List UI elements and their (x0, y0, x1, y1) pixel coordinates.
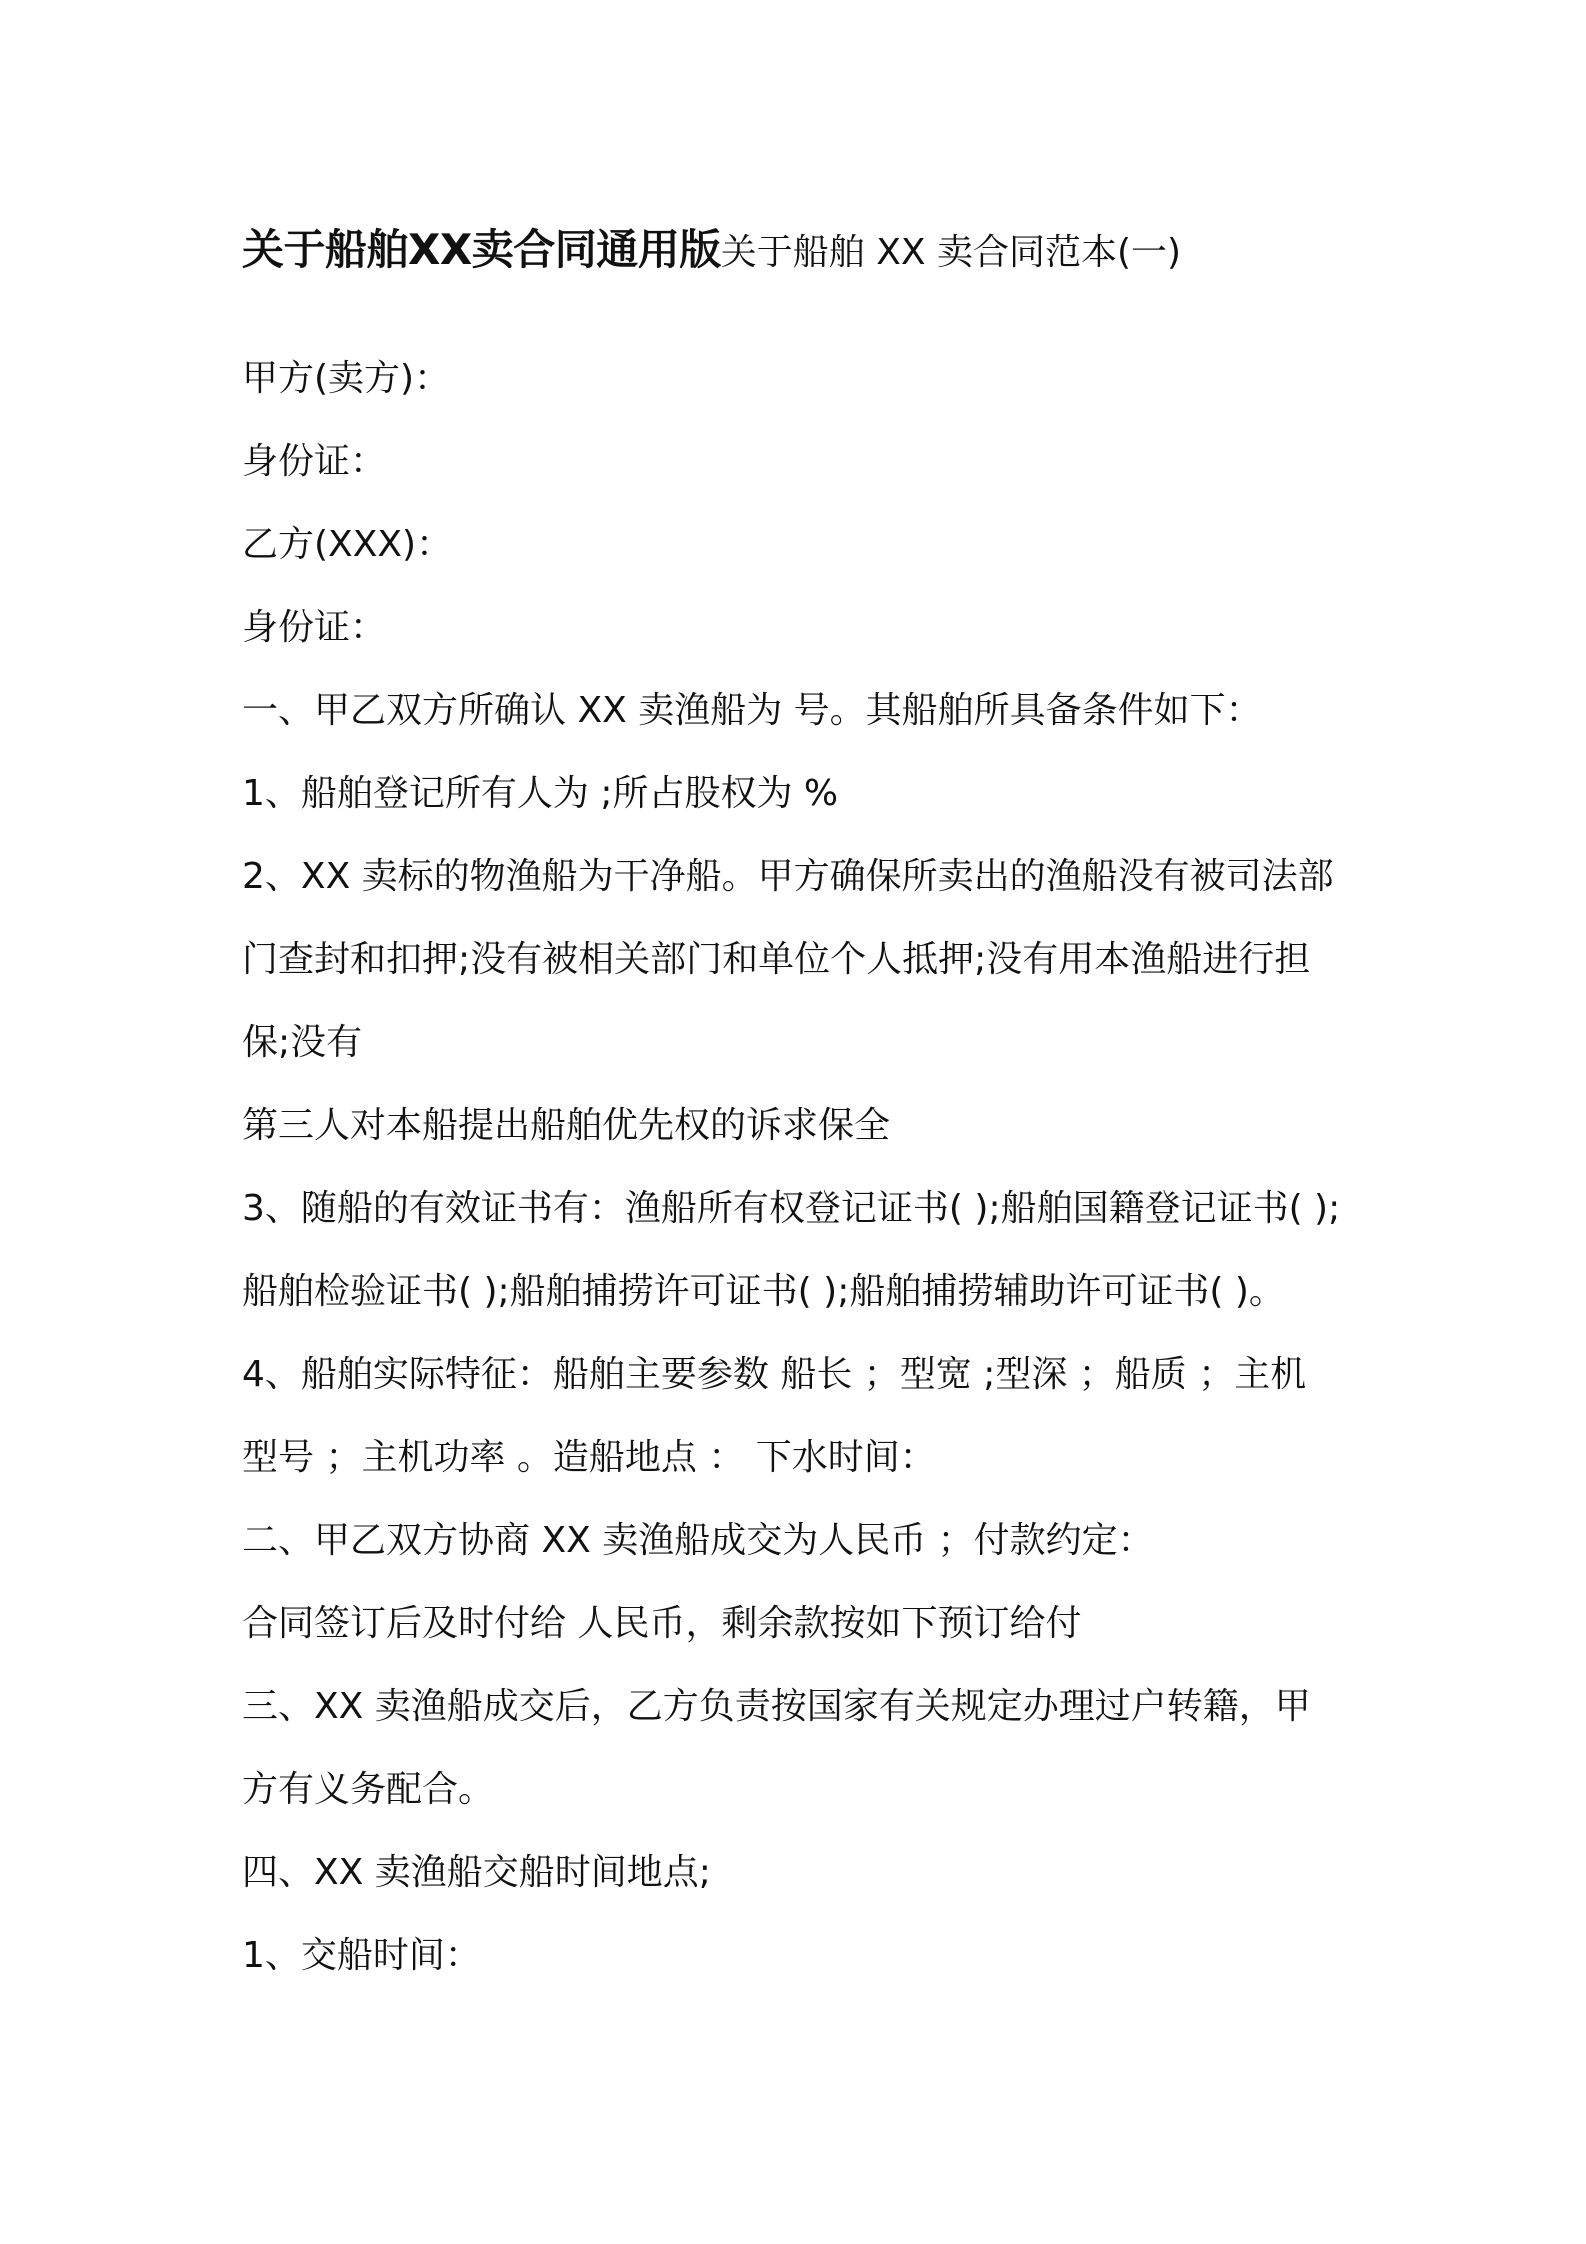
clause-3-cont: 方有义务配合。 (242, 1769, 495, 1810)
clause-1-heading: 一、甲乙双方所确认 XX 卖渔船为 号。其船舶所具备条件如下： (242, 690, 1262, 731)
document-body (242, 200, 1362, 1997)
party-b-id-line: 身份证： (242, 607, 387, 648)
clause-1-item-3-cont: 船舶检验证书( );船舶捕捞许可证书( );船舶捕捞辅助许可证书( )。 (242, 1271, 1285, 1312)
party-a-id-line: 身份证： (242, 441, 387, 482)
clause-1-item-1: 1、船舶登记所有人为 ;所占股权为 % (242, 773, 839, 814)
clause-1-item-4: 4、船舶实际特征：船舶主要参数 船长 ；型宽 ;型深 ；船质 ；主机 (242, 1354, 1307, 1395)
clause-1-item-2-cont: 第三人对本船提出船舶优先权的诉求保全 (242, 1105, 891, 1146)
party-b-line: 乙方(XXX)： (242, 524, 453, 565)
clause-2-heading: 二、甲乙双方协商 XX 卖渔船成交为人民币 ；付款约定： (242, 1520, 1154, 1561)
clause-1-item-4-cont: 型号 ；主机功率 。造船地点 ： 下水时间： (242, 1437, 936, 1478)
document-title (242, 200, 1362, 309)
party-a-line: 甲方(卖方)： (242, 358, 451, 399)
clause-1-item-2-cont: 门查封和扣押;没有被相关部门和单位个人抵押;没有用本渔船进行担 (242, 939, 1311, 980)
clause-1-item-2-cont: 保;没有 (242, 1022, 363, 1063)
clause-4-heading: 四、XX 卖渔船交船时间地点; (242, 1852, 711, 1893)
title-main: 关于船舶XX卖合同通用版 (242, 225, 721, 274)
clause-2-payment: 合同签订后及时付给 人民币，剩余款按如下预订给付 (242, 1603, 1082, 1644)
clause-1-item-2: 2、XX 卖标的物渔船为干净船。甲方确保所卖出的渔船没有被司法部 (242, 856, 1334, 897)
clause-1-item-3: 3、随船的有效证书有：渔船所有权登记证书( );船舶国籍登记证书( ); (242, 1188, 1341, 1229)
title-subtitle: 关于船舶 XX 卖合同范本(一) (720, 232, 1182, 273)
clause-3: 三、XX 卖渔船成交后，乙方负责按国家有关规定办理过户转籍，甲 (242, 1686, 1311, 1727)
clause-4-item-1: 1、交船时间： (242, 1935, 481, 1976)
